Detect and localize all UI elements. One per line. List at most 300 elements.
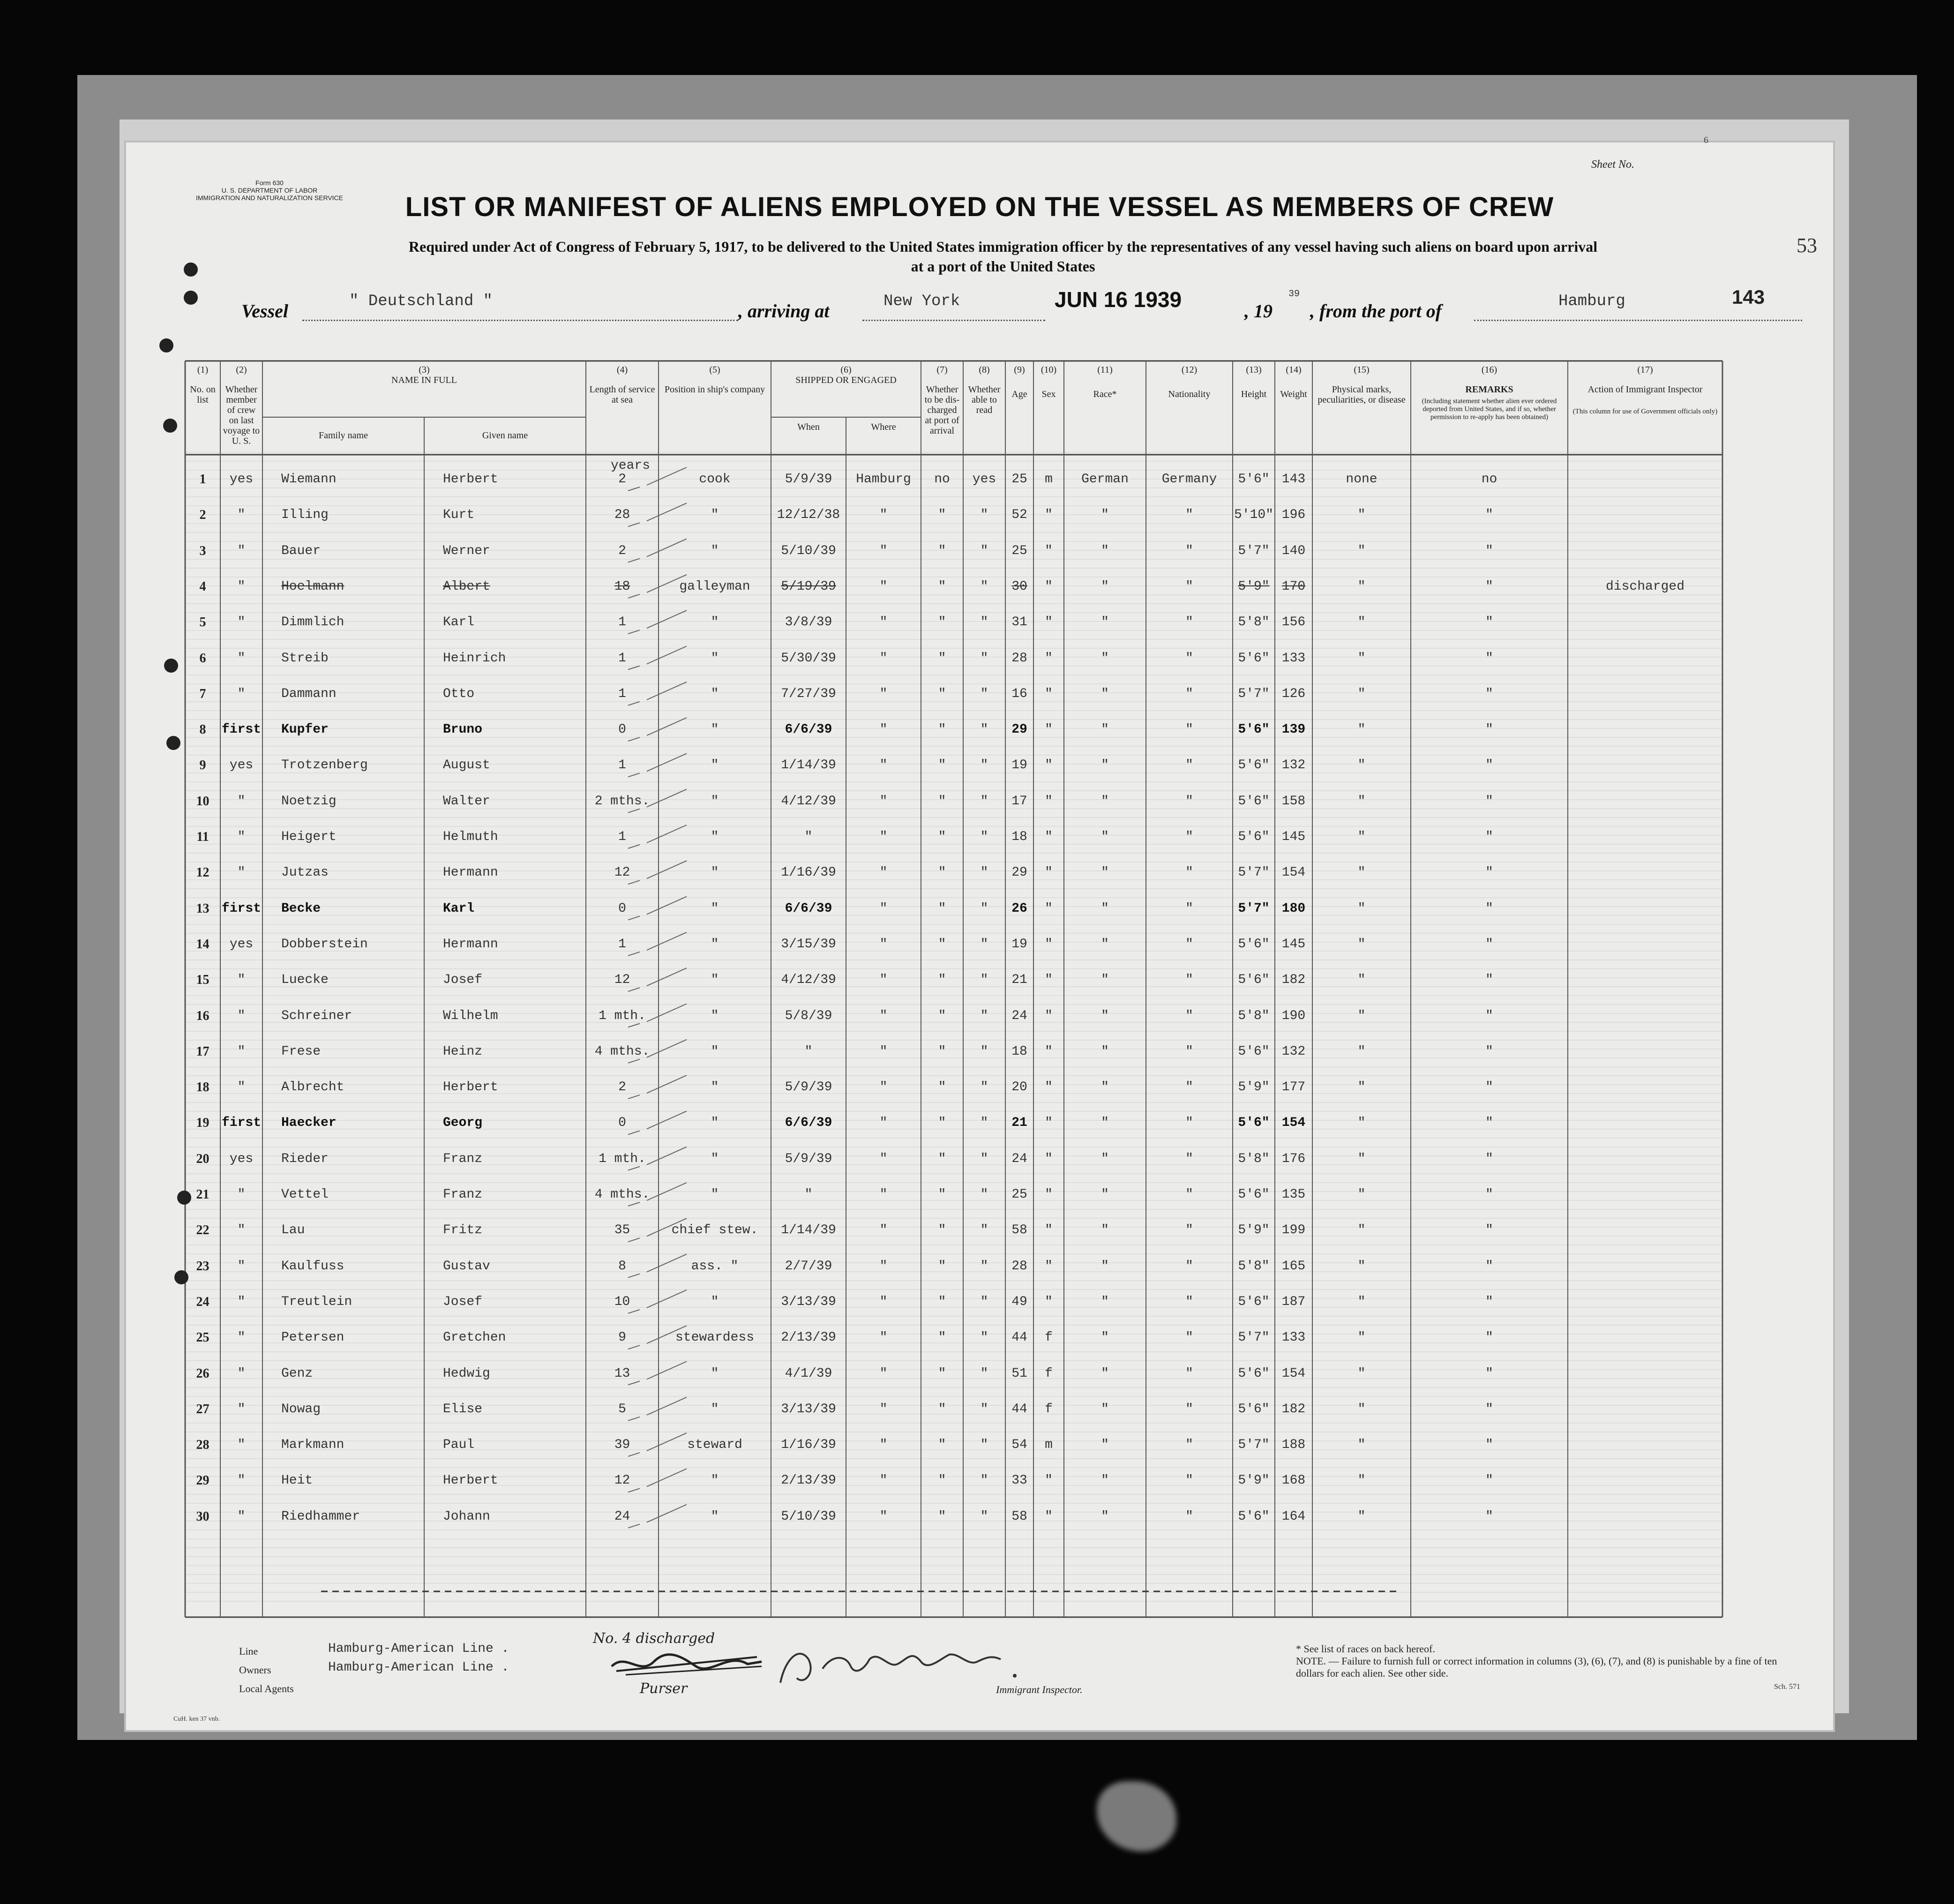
weight-cell: 133 [1281,1330,1306,1345]
weight-cell: 140 [1281,543,1306,558]
height-cell: 5'6" [1238,1402,1270,1417]
sex-cell: " [1045,794,1053,809]
family-cell: Dammann [281,686,337,701]
action-cell: discharged [1605,579,1685,594]
weight-cell: 196 [1281,508,1306,523]
remarks-cell: " [1485,722,1493,737]
no-cell: 9 [199,758,206,773]
height-cell: 5'6" [1238,830,1270,844]
service-cell: 28 [614,508,630,523]
sex-col-heading: Sex [1041,389,1056,399]
binder-hole [166,736,180,750]
no-cell: 28 [196,1438,210,1453]
remarks-cell: " [1485,1509,1493,1524]
where-cell: " [879,722,888,737]
weight-cell: 126 [1281,686,1306,701]
read-cell: " [980,758,988,773]
stamp-number: 143 [1732,286,1765,308]
position-cell: " [711,1151,719,1166]
race-cell: " [1101,1187,1109,1202]
purser-signature [607,1648,776,1680]
service-cell: 12 [614,865,630,880]
position-cell: " [711,1509,719,1524]
race-cell: " [1101,1223,1109,1238]
read-cell: " [980,1044,988,1059]
sheet-number-label: Sheet No. [1591,158,1634,171]
no-cell: 4 [199,579,206,594]
year-value: 39 [1288,289,1300,300]
sex-cell: " [1045,1044,1053,1059]
footnote-races: * See list of races on back hereof. [1296,1643,1435,1655]
when-cell: 1/14/39 [781,758,836,773]
discharge-col-heading: Whether to be dis-charged at port of arrival [924,384,960,436]
given-cell: Herbert [443,1473,498,1488]
marks-cell: " [1357,865,1366,880]
service-cell: 1 mth. [599,1008,646,1023]
weight-cell: 139 [1281,722,1306,737]
nat-cell: " [1185,722,1193,737]
when-cell: 5/19/39 [781,579,836,594]
disch-cell: " [938,758,946,773]
age-cell: 51 [1011,1366,1027,1381]
position-col-number: (5) [709,365,720,375]
age-cell: 25 [1011,472,1027,487]
arriving-label: , arriving at [738,300,830,322]
no-cell: 3 [199,543,206,558]
when-cell: 6/6/39 [785,1116,832,1131]
age-cell: 29 [1011,722,1027,737]
read-cell: " [980,722,988,737]
sex-cell: f [1045,1402,1053,1417]
nat-cell: " [1185,1116,1193,1131]
footnote [1296,1643,1779,1679]
where-cell: " [879,508,888,523]
family-cell: Riedhammer [281,1509,360,1524]
age-cell: 28 [1011,1259,1027,1274]
sex-cell: " [1045,937,1053,952]
nationality-col-number: (12) [1181,365,1198,375]
read-cell: " [980,579,988,594]
margin-mark: 53 [1797,234,1817,257]
height-cell: 5'6" [1238,794,1270,809]
family-cell: Rieder [281,1151,329,1166]
prev-cell: " [237,830,246,844]
read-cell: " [980,973,988,988]
age-cell: 33 [1011,1473,1027,1488]
prev-cell: " [237,686,246,701]
when-cell: 1/14/39 [781,1223,836,1238]
prev-cell: " [237,973,246,988]
when-cell: 5/9/39 [785,1151,832,1166]
weight-cell: 154 [1281,865,1306,880]
read-cell: " [980,543,988,558]
nat-cell: " [1185,937,1193,952]
marks-cell: " [1357,1044,1366,1059]
where-cell: " [879,1509,888,1524]
weight-cell: 164 [1281,1509,1306,1524]
height-cell: 5'6" [1238,1366,1270,1381]
binder-hole [184,262,198,277]
remarks-cell: " [1485,1402,1493,1417]
marks-cell: " [1357,686,1366,701]
nat-cell: " [1185,615,1193,630]
race-cell: " [1101,1438,1109,1453]
nat-cell: " [1185,1438,1193,1453]
given-cell: Hermann [443,937,498,952]
height-cell: 5'7" [1238,901,1270,916]
given-cell: Hedwig [443,1366,490,1381]
prev-cell: " [237,1438,246,1453]
height-cell: 5'6" [1238,1509,1270,1524]
read-cell: " [980,1330,988,1345]
owners-value: Hamburg-American Line . [328,1660,509,1675]
disch-cell: " [938,1223,946,1238]
form-number: Form 630 [255,179,284,187]
height-cell: 5'9" [1238,1223,1270,1238]
where-cell: " [879,901,888,916]
read-cell: " [980,1473,988,1488]
remarks-cell: " [1485,1187,1493,1202]
race-cell: " [1101,651,1109,666]
height-col-number: (13) [1246,365,1262,375]
crew-col-number: (2) [236,365,247,375]
where-cell: " [879,973,888,988]
given-cell: Bruno [443,722,483,737]
remarks-cell: " [1485,651,1493,666]
weight-cell: 132 [1281,1044,1306,1059]
shipped-when-subheading: When [797,422,820,432]
shipped-col-number: (6) [840,365,852,375]
read-cell: " [980,901,988,916]
marks-cell: " [1357,1259,1366,1274]
position-cell: " [711,651,719,666]
marks-cell: " [1357,1438,1366,1453]
position-cell: ass. " [691,1259,739,1274]
read-cell: yes [972,472,996,487]
remarks-cell: " [1485,508,1493,523]
subtitle-line-1: Required under Act of Congress of February 5, 1917, to be delivered to the United States immigration officer by the representatives of any vessel having such aliens on board upon arrival [408,238,1598,255]
nat-cell: " [1185,1044,1193,1059]
disch-cell: " [938,651,946,666]
service-cell: 1 [618,686,626,701]
family-cell: Kaulfuss [281,1259,344,1274]
disch-cell: " [938,543,946,558]
age-cell: 24 [1011,1008,1027,1023]
age-col-number: (9) [1014,365,1025,375]
read-cell: " [980,1259,988,1274]
position-cell: " [711,1294,719,1309]
given-cell: Georg [443,1116,483,1131]
position-cell: " [711,1008,719,1023]
prev-cell: " [237,1366,246,1381]
where-cell: " [879,937,888,952]
sheet-number-value: 6 [1704,135,1708,145]
weight-cell: 180 [1281,901,1306,916]
prev-cell: " [237,1330,246,1345]
position-cell: " [711,794,719,809]
where-cell: " [879,1402,888,1417]
when-cell: 5/8/39 [785,1008,832,1023]
service-cell: 4 mths. [594,1187,650,1202]
read-cell: " [980,1151,988,1166]
nat-cell: " [1185,508,1193,523]
where-cell: " [879,1151,888,1166]
marks-cell: " [1357,1116,1366,1131]
read-cell: " [980,651,988,666]
sex-cell: f [1045,1366,1053,1381]
family-cell: Haecker [281,1116,337,1131]
marks-col-heading: Physical marks, peculiarities, or disease [1318,384,1406,405]
no-cell: 26 [196,1366,210,1381]
service-cell: 10 [614,1294,630,1309]
no-cell: 14 [196,937,210,952]
race-cell: " [1101,615,1109,630]
height-cell: 5'8" [1238,1151,1270,1166]
race-cell: " [1101,901,1109,916]
no-cell: 15 [196,973,210,988]
given-cell: August [443,758,490,773]
position-cell: chief stew. [671,1223,758,1238]
no-cell: 23 [196,1259,210,1274]
when-cell: 12/12/38 [777,508,840,523]
given-cell: Elise [443,1402,483,1417]
nat-cell: " [1185,1294,1193,1309]
weight-cell: 190 [1281,1008,1306,1023]
where-cell: " [879,651,888,666]
weight-cell: 143 [1281,472,1306,487]
height-cell: 5'6" [1238,1294,1270,1309]
nat-cell: Germany [1161,472,1217,487]
position-cell: " [711,937,719,952]
height-cell: 5'8" [1238,1259,1270,1274]
remarks-cell: " [1485,830,1493,844]
service-cell: 0 [618,1116,626,1131]
prev-cell: first [221,722,261,737]
arrival-port: New York [883,292,960,310]
race-cell: " [1101,1473,1109,1488]
given-cell: Herbert [443,1080,498,1095]
when-cell: 5/9/39 [785,1080,832,1095]
service-cell: 8 [618,1259,626,1274]
nat-cell: " [1185,1473,1193,1488]
marks-cell: " [1357,901,1366,916]
disch-cell: " [938,1509,946,1524]
marks-cell: " [1357,1330,1366,1345]
remarks-cell: " [1485,937,1493,952]
given-cell: Gustav [443,1259,490,1274]
binder-hole [184,291,198,305]
family-name-subheading: Family name [319,430,368,441]
prev-cell: " [237,615,246,630]
family-cell: Kupfer [281,722,329,737]
remarks-cell: " [1485,1438,1493,1453]
remarks-cell: " [1485,1294,1493,1309]
prev-cell: yes [229,472,254,487]
disch-cell: " [938,1187,946,1202]
remarks-cell: " [1485,1223,1493,1238]
weight-cell: 145 [1281,937,1306,952]
prev-cell: " [237,1259,246,1274]
years-unit-label: years [611,458,651,473]
remarks-cell: " [1485,1259,1493,1274]
nat-cell: " [1185,1366,1193,1381]
where-cell: " [879,830,888,844]
weight-cell: 182 [1281,973,1306,988]
remarks-cell: " [1485,1151,1493,1166]
when-cell: 5/10/39 [781,543,836,558]
weight-cell: 170 [1281,579,1306,594]
no-cell: 19 [196,1116,210,1131]
position-cell: " [711,615,719,630]
nat-cell: " [1185,1330,1193,1345]
race-col-heading: Race* [1093,389,1117,399]
nat-cell: " [1185,543,1193,558]
given-cell: Franz [443,1187,483,1202]
service-cell: 0 [618,722,626,737]
disch-cell: " [938,1151,946,1166]
age-cell: 49 [1011,1294,1027,1309]
marks-cell: " [1357,508,1366,523]
family-cell: Wiemann [281,472,337,487]
read-cell: " [980,1223,988,1238]
read-cell: " [980,1116,988,1131]
disch-cell: " [938,508,946,523]
age-cell: 26 [1011,901,1027,916]
vessel-label: Vessel [241,300,288,322]
age-cell: 21 [1011,973,1027,988]
marks-cell: " [1357,937,1366,952]
age-cell: 29 [1011,865,1027,880]
nat-cell: " [1185,1223,1193,1238]
position-cell: " [711,973,719,988]
sex-cell: " [1045,1223,1053,1238]
position-cell: stewardess [675,1330,755,1345]
read-cell: " [980,1402,988,1417]
marks-cell: " [1357,1187,1366,1202]
race-cell: " [1101,1366,1109,1381]
weight-col-heading: Weight [1280,389,1307,399]
race-cell: " [1101,758,1109,773]
shipped-col-heading: SHIPPED OR ENGAGED [795,375,897,385]
remarks-cell: " [1485,543,1493,558]
position-cell: galleyman [679,579,750,594]
where-cell: " [879,1116,888,1131]
when-cell: 3/15/39 [781,937,836,952]
marks-cell: " [1357,973,1366,988]
sex-cell: m [1045,1438,1053,1453]
read-cell: " [980,686,988,701]
service-cell: 18 [614,579,630,594]
service-cell: 2 mths. [594,794,650,809]
sex-cell: m [1045,472,1053,487]
weight-cell: 168 [1281,1473,1306,1488]
when-cell: 2/13/39 [781,1473,836,1488]
given-cell: Wilhelm [443,1008,498,1023]
where-cell: " [879,865,888,880]
weight-cell: 132 [1281,758,1306,773]
height-cell: 5'7" [1238,1438,1270,1453]
no-cell: 16 [196,1008,210,1023]
nat-cell: " [1185,830,1193,844]
disch-cell: " [938,1259,946,1274]
prev-cell: yes [229,758,254,773]
age-cell: 44 [1011,1402,1027,1417]
no-cell: 7 [199,686,206,701]
nat-cell: " [1185,758,1193,773]
age-cell: 52 [1011,508,1027,523]
race-cell: " [1101,937,1109,952]
service-cell: 12 [614,1473,630,1488]
remarks-cell: " [1485,615,1493,630]
action-subheading: (This column for use of Government officials only) [1572,408,1718,415]
given-cell: Karl [443,615,475,630]
disch-cell: " [938,686,946,701]
remarks-cell: " [1485,1080,1493,1095]
where-cell: " [879,1080,888,1095]
disch-cell: " [938,937,946,952]
family-cell: Petersen [281,1330,344,1345]
remarks-cell: " [1485,758,1493,773]
nat-cell: " [1185,579,1193,594]
disch-cell: " [938,901,946,916]
family-cell: Genz [281,1366,313,1381]
family-cell: Luecke [281,973,329,988]
marks-cell: " [1357,758,1366,773]
race-cell: " [1101,579,1109,594]
race-cell: " [1101,865,1109,880]
read-cell: " [980,615,988,630]
service-cell: 24 [614,1509,630,1524]
race-cell: " [1101,794,1109,809]
position-cell: " [711,901,719,916]
race-cell: " [1101,1402,1109,1417]
family-cell: Frese [281,1044,321,1059]
height-cell: 5'6" [1238,937,1270,952]
remarks-cell: " [1485,973,1493,988]
service-cell: 12 [614,973,630,988]
read-cell: " [980,1509,988,1524]
given-cell: Paul [443,1438,475,1453]
when-cell: 5/30/39 [781,651,836,666]
when-cell: 7/27/39 [781,686,836,701]
no-cell: 10 [196,794,210,809]
crew-col-heading: Whether member of crew on last voyage to U. S. [223,384,260,446]
nat-cell: " [1185,901,1193,916]
when-cell: 5/10/39 [781,1509,836,1524]
no-cell: 27 [196,1402,210,1417]
sex-cell: " [1045,615,1053,630]
family-cell: Streib [281,651,329,666]
weight-col-number: (14) [1286,365,1302,375]
marks-cell: " [1357,1402,1366,1417]
position-cell: " [711,1187,719,1202]
year-label: , 19 [1244,300,1273,322]
disch-cell: " [938,973,946,988]
marks-cell: " [1357,543,1366,558]
sex-cell: " [1045,1080,1053,1095]
height-cell: 5'7" [1238,1330,1270,1345]
given-cell: Herbert [443,472,498,487]
disch-cell: " [938,1080,946,1095]
sex-cell: " [1045,865,1053,880]
race-col-number: (11) [1097,365,1113,375]
sex-cell: " [1045,973,1053,988]
sex-cell: " [1045,901,1053,916]
where-cell: " [879,1259,888,1274]
no-cell: 17 [196,1044,210,1059]
when-cell: " [804,1044,813,1059]
sex-cell: " [1045,686,1053,701]
